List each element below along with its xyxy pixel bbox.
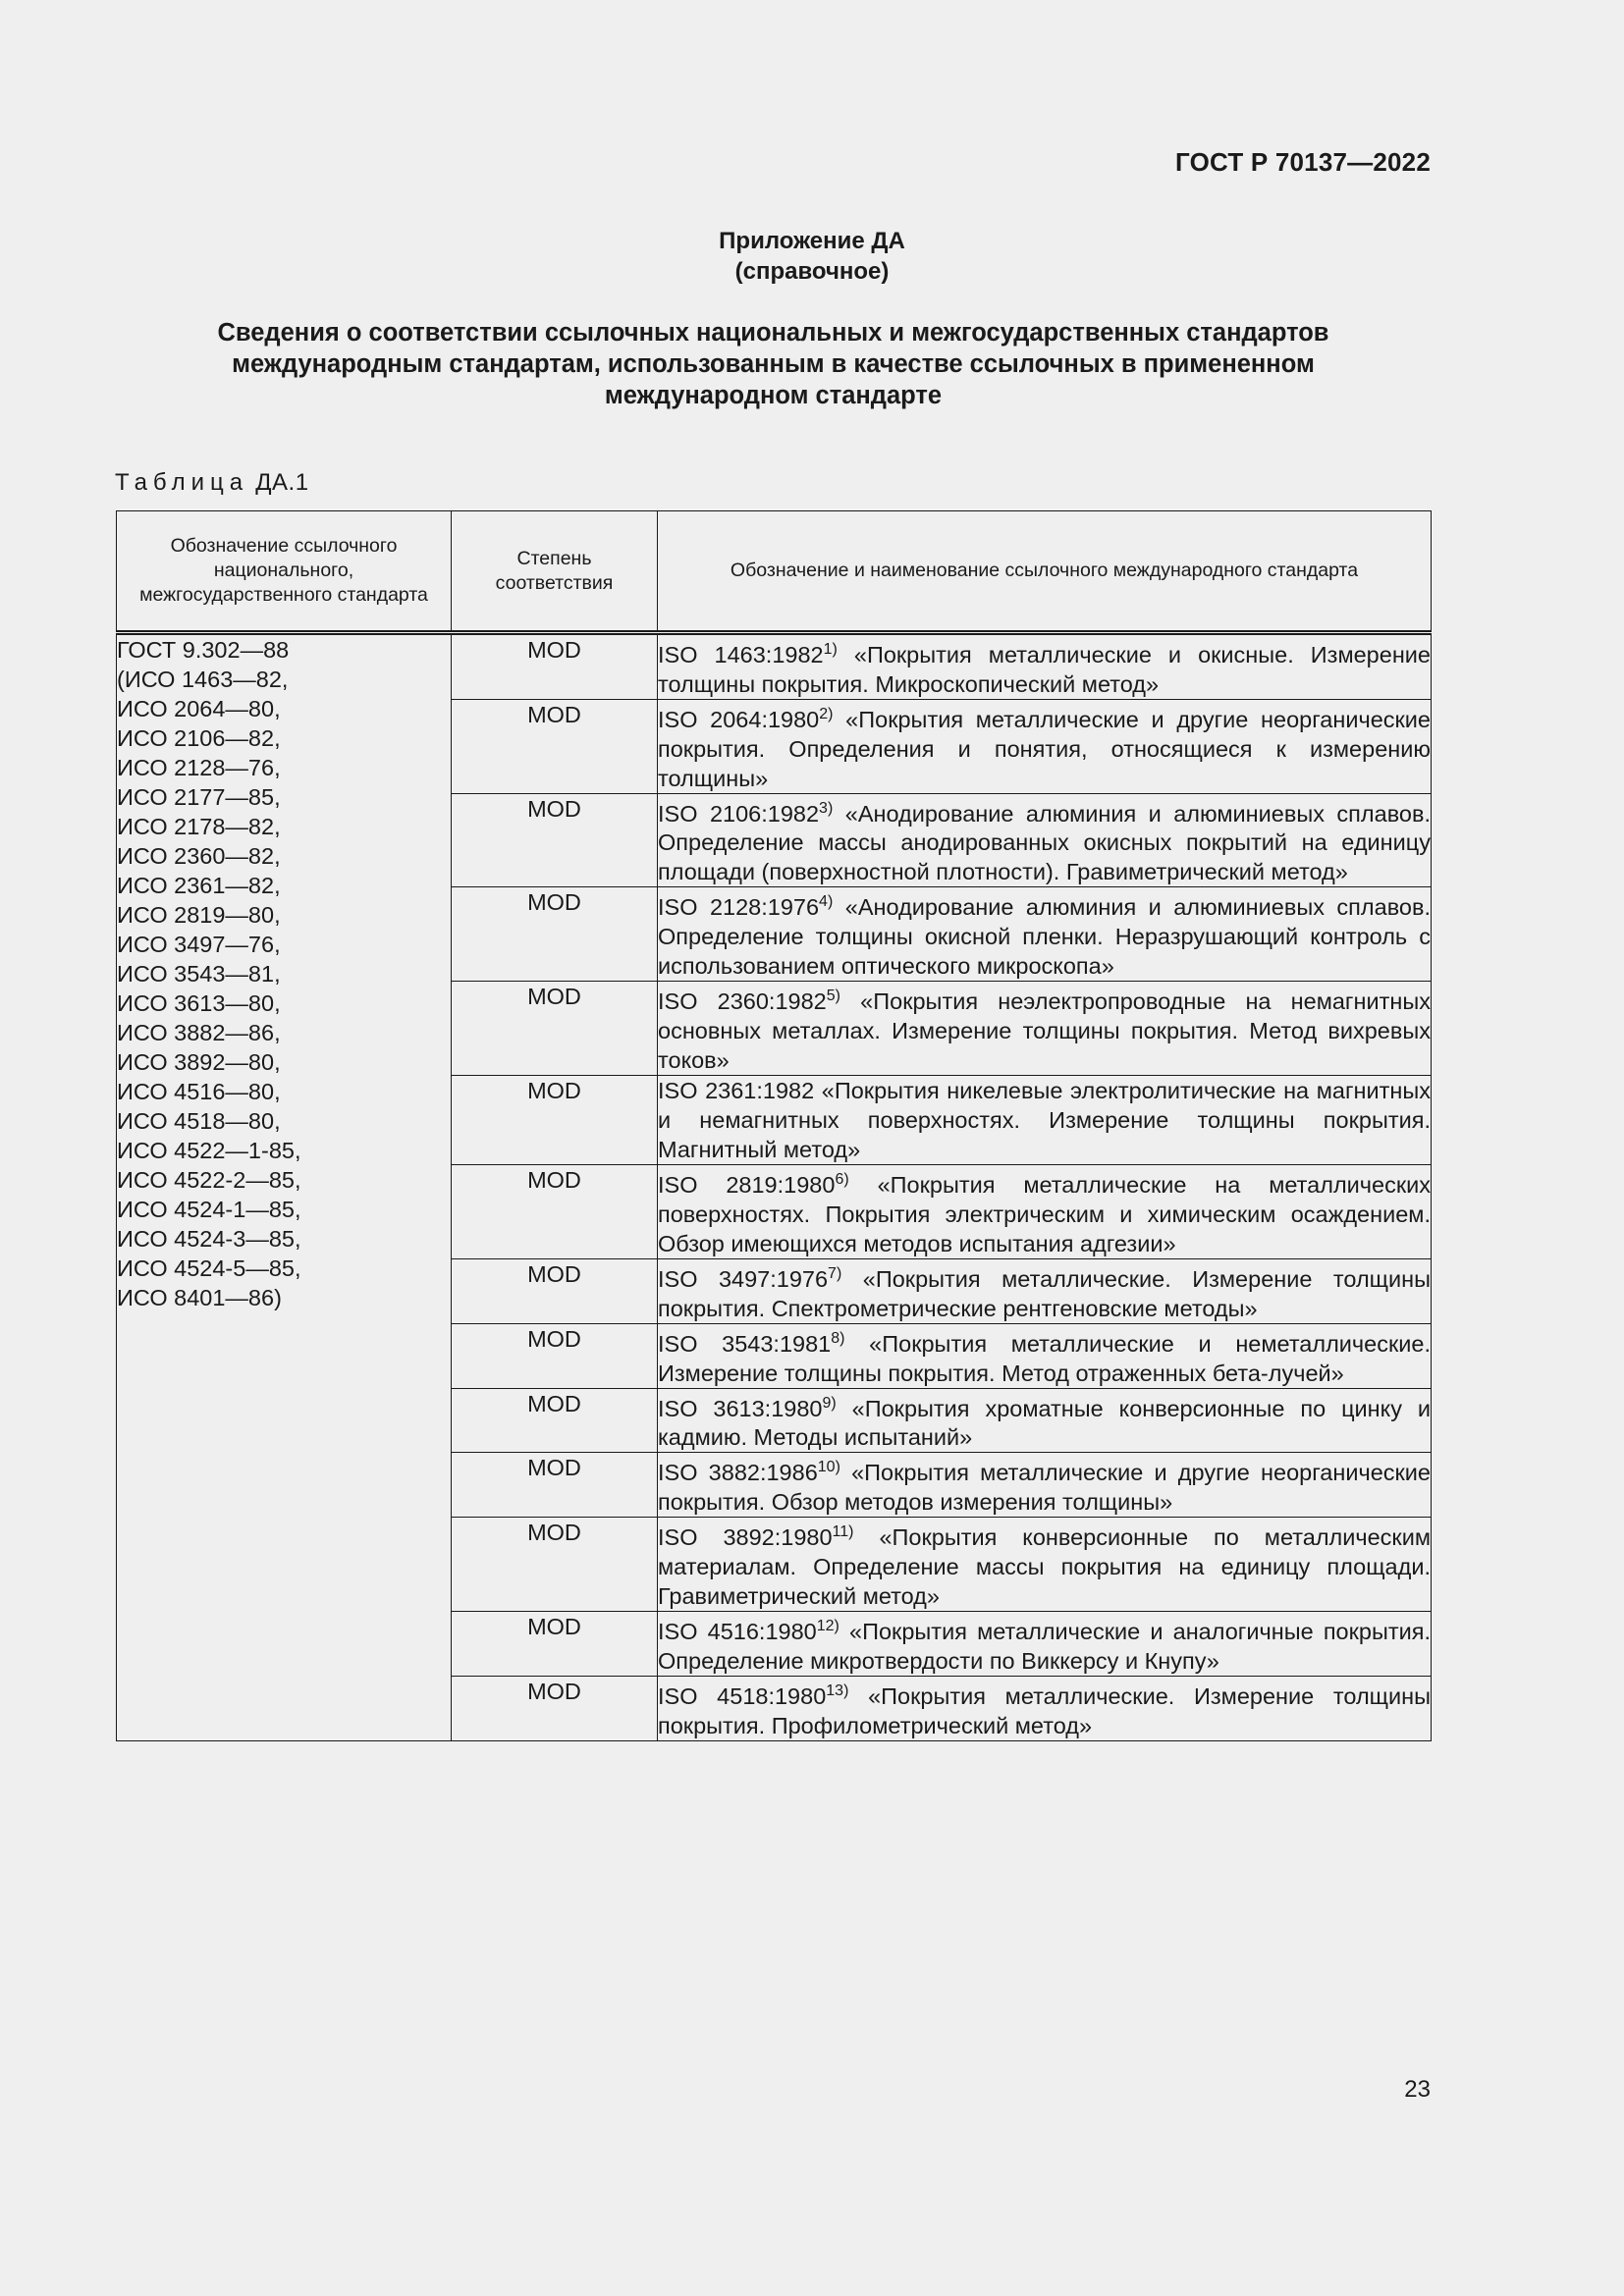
standard-title: «Покрытия металлические. Измерение толщины покрытия. Профилометрический метод» <box>658 1682 1431 1738</box>
footnote-marker: 8) <box>831 1329 845 1347</box>
international-standard-cell <box>658 887 1432 982</box>
standard-code: ISO 3892:1980 <box>658 1524 833 1551</box>
heading-line-2: международным стандартам, использованным в качестве ссылочных в примененном <box>232 350 1315 378</box>
header-national-standard: Обозначение ссылочного национального, межгосударственного стандарта <box>117 511 452 633</box>
international-standard-cell <box>658 1076 1432 1165</box>
footnote-marker: 5) <box>826 988 840 1005</box>
header-international-standard: Обозначение и наименование ссылочного международного стандарта <box>658 511 1432 633</box>
standard-title: «Покрытия металлические и другие неорганические покрытия. Обзор методов измерения толщины» <box>658 1460 1431 1516</box>
table-header-row <box>117 511 1432 633</box>
page-number: 23 <box>1404 2076 1431 2103</box>
degree-cell: MOD <box>452 1076 658 1165</box>
document-code: ГОСТ Р 70137—2022 <box>1175 147 1431 177</box>
annex-heading <box>118 317 1429 411</box>
standard-title: «Покрытия металлические и неметаллические. Измерение толщины покрытия. Метод отраженных бета-лучей» <box>658 1330 1432 1386</box>
international-standard-cell <box>658 1323 1432 1388</box>
footnote-marker: 11) <box>832 1523 854 1541</box>
international-standard-cell <box>658 1676 1432 1740</box>
degree-cell: MOD <box>452 1323 658 1388</box>
degree-cell: MOD <box>452 1612 658 1677</box>
standard-title: «Покрытия никелевые электролитические на магнитных и немагнитных поверхностях. Измерение толщины покрытия. Магнитный метод» <box>658 1078 1431 1163</box>
footnote-marker: 9) <box>822 1394 837 1412</box>
footnote-marker: 1) <box>823 641 838 658</box>
standard-code: ISO 2819:1980 <box>658 1171 836 1198</box>
standard-title: «Покрытия хроматные конверсионные по цинку и кадмию. Методы испытаний» <box>658 1395 1431 1451</box>
footnote-marker: 3) <box>819 799 834 817</box>
standard-code: ISO 2360:1982 <box>658 988 827 1015</box>
degree-cell: MOD <box>452 633 658 700</box>
standard-code: ISO 2064:1980 <box>658 706 820 732</box>
correspondence-table <box>116 510 1432 1741</box>
standard-code: ISO 4518:1980 <box>658 1682 827 1709</box>
footnote-marker: 7) <box>828 1264 842 1282</box>
standard-code: ISO 3497:1976 <box>658 1265 829 1292</box>
standard-code: ISO 3613:1980 <box>658 1395 823 1421</box>
degree-cell: MOD <box>452 887 658 982</box>
heading-line-1: Сведения о соответствии ссылочных национальных и межгосударственных стандартов <box>217 319 1329 347</box>
standard-title: «Покрытия металлические на металлических поверхностях. Покрытия электрическим и химическим осаждением. Обзор имеющихся методов испытания адгезии» <box>658 1171 1431 1256</box>
standard-code: ISO 3882:1986 <box>658 1460 818 1486</box>
standard-title: «Анодирование алюминия и алюминиевых сплавов. Определение массы анодированных окисных покрытий на единицу площади (поверхностной плотности). Гравиметрический метод» <box>658 800 1431 885</box>
table-row <box>117 633 1432 700</box>
degree-cell: MOD <box>452 699 658 793</box>
table-label-word: Таблица <box>115 469 249 496</box>
degree-cell: MOD <box>452 1676 658 1740</box>
standard-code: ISO 3543:1981 <box>658 1330 832 1357</box>
standard-code: ISO 2128:1976 <box>658 894 820 921</box>
annex-block <box>0 226 1624 287</box>
standard-code: ISO 2361:1982 <box>658 1078 815 1104</box>
footnote-marker: 2) <box>819 705 834 722</box>
standard-code: ISO 4516:1980 <box>658 1618 817 1644</box>
standard-code: ISO 2106:1982 <box>658 800 820 827</box>
standard-title: «Анодирование алюминия и алюминиевых сплавов. Определение толщины окисной пленки. Неразрушающий контроль с использованием оптического микроскопа» <box>658 894 1431 980</box>
degree-cell: MOD <box>452 1518 658 1612</box>
footnote-marker: 13) <box>826 1682 849 1699</box>
degree-cell: MOD <box>452 1388 658 1453</box>
standard-title: «Покрытия металлические и окисные. Измерение толщины покрытия. Микроскопический метод» <box>658 641 1432 697</box>
international-standard-cell <box>658 1518 1432 1612</box>
international-standard-cell <box>658 793 1432 887</box>
heading-line-3: международном стандарте <box>604 382 943 409</box>
international-standard-cell <box>658 1165 1432 1259</box>
table-body <box>117 633 1432 1741</box>
standard-title: «Покрытия неэлектропроводные на немагнитных основных металлах. Измерение толщины покрытия. Метод вихревых токов» <box>658 988 1431 1074</box>
degree-cell: MOD <box>452 1453 658 1518</box>
degree-cell: MOD <box>452 982 658 1076</box>
international-standard-cell <box>658 982 1432 1076</box>
degree-cell: MOD <box>452 793 658 887</box>
table-label <box>115 469 309 497</box>
footnote-marker: 12) <box>816 1618 839 1635</box>
footnote-marker: 10) <box>817 1459 840 1476</box>
annex-title: Приложение ДА <box>719 228 905 254</box>
annex-subtitle: (справочное) <box>734 258 890 285</box>
national-standard-cell: ГОСТ 9.302—88 (ИСО 1463—82, ИСО 2064—80, ИСО 2106—82, ИСО 2128—76, ИСО 2177—85, ИСО 2178—82, ИСО 2360—82, ИСО 2361—82, ИСО 2819—80, ИСО 3497—76, ИСО 3543—81, ИСО 3613—80, ИСО 3882—86, ИСО 3892—80, ИСО 4516—80, ИСО 4518—80, ИСО 4522—1-85, ИСО 4522-2—85, ИСО 4524-1—85, ИСО 4524-3—85, ИСО 4524-5—85, ИСО 8401—86) <box>117 633 452 1741</box>
footnote-marker: 4) <box>819 893 834 911</box>
international-standard-cell <box>658 699 1432 793</box>
international-standard-cell <box>658 1612 1432 1677</box>
standard-code: ISO 1463:1982 <box>658 641 824 667</box>
standard-title: «Покрытия металлические. Измерение толщины покрытия. Спектрометрические рентгеновские методы» <box>658 1265 1431 1321</box>
international-standard-cell <box>658 1388 1432 1453</box>
footnote-marker: 6) <box>835 1171 849 1189</box>
degree-cell: MOD <box>452 1165 658 1259</box>
degree-cell: MOD <box>452 1258 658 1323</box>
international-standard-cell <box>658 1453 1432 1518</box>
table-label-number: ДА.1 <box>255 469 309 496</box>
header-degree: Степень соответствия <box>452 511 658 633</box>
international-standard-cell <box>658 633 1432 700</box>
standard-title: «Покрытия металлические и другие неорганические покрытия. Определения и понятия, относящиеся к измерению толщины» <box>658 706 1431 791</box>
standard-title: «Покрытия металлические и аналогичные покрытия. Определение микротвердости по Виккерсу и Кнупу» <box>658 1618 1432 1674</box>
standard-title: «Покрытия конверсионные по металлическим материалам. Определение массы покрытия на единицу площади. Гравиметрический метод» <box>658 1524 1431 1610</box>
international-standard-cell <box>658 1258 1432 1323</box>
